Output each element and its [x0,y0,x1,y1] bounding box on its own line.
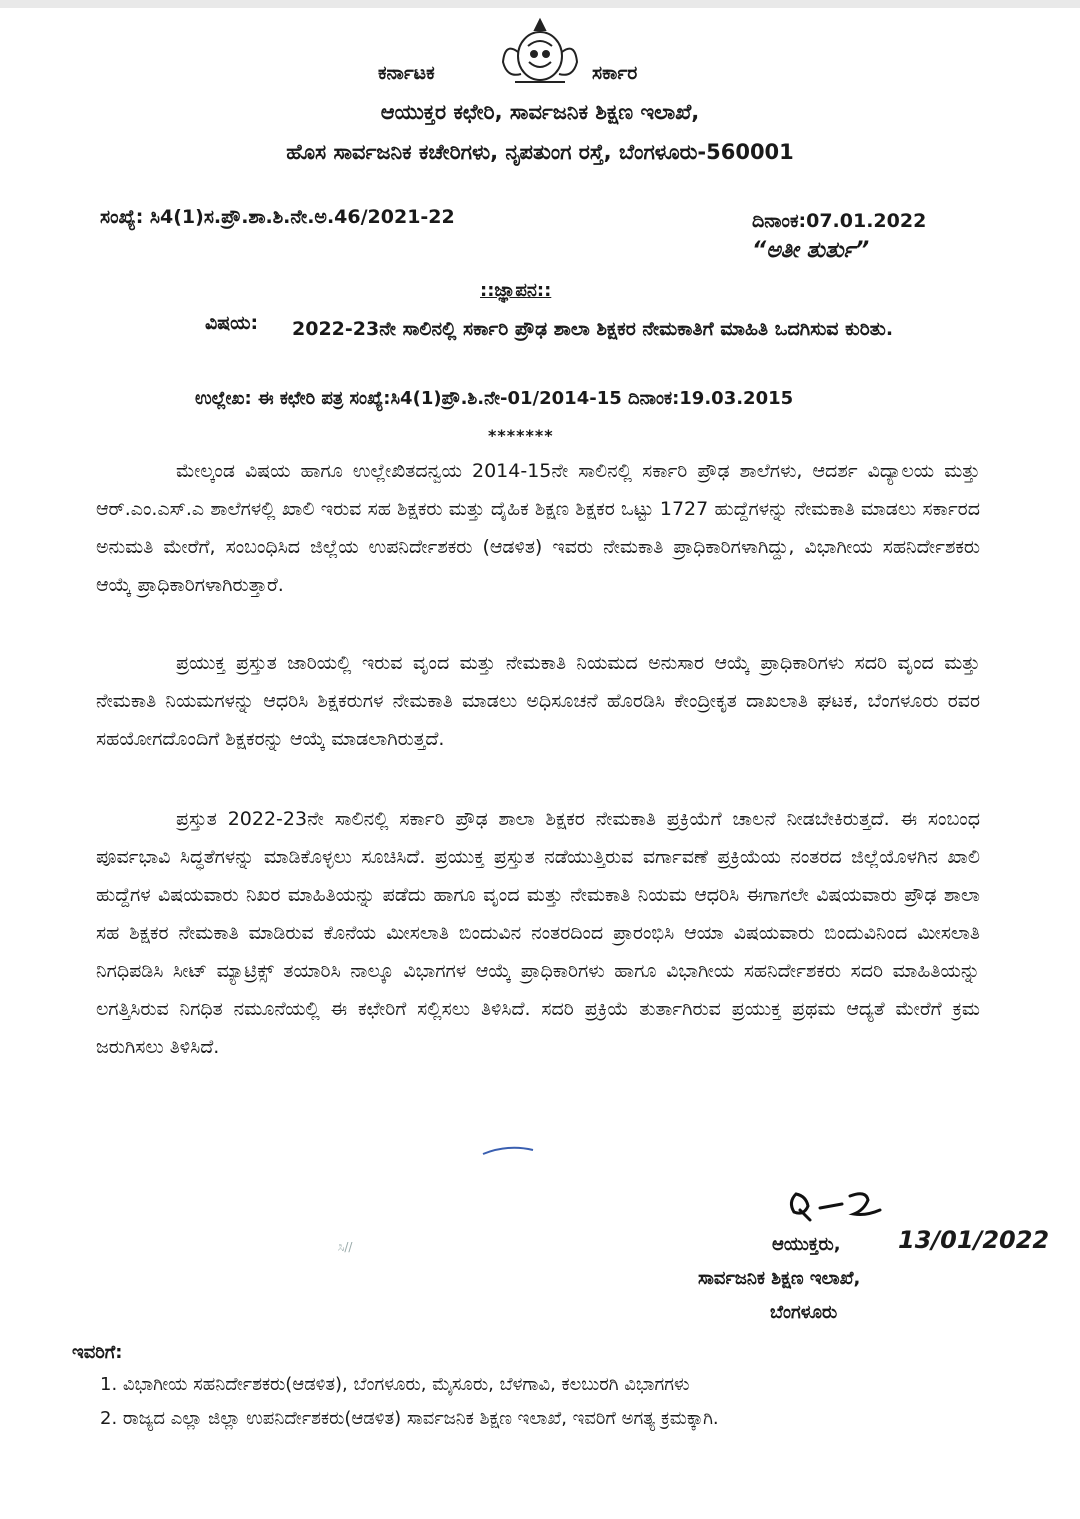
recipients-label: ಇವರಿಗೆ: [72,1342,123,1363]
gov-name-left: ಕರ್ನಾಟಕ [378,62,435,84]
body-paragraph-3: ಪ್ರಸ್ತುತ 2022-23ನೇ ಸಾಲಿನಲ್ಲಿ ಸರ್ಕಾರಿ ಪ್ರೌಢ ಶಾಲಾ ಶಿಕ್ಷಕರ ನೇಮಕಾತಿ ಪ್ರಕ್ರಿಯೆಗೆ ಚಾಲನೆ ನೀಡಬೇಕಿರುತ್ತದೆ. ಈ ಸಂಬಂಧ ಪೂರ್ವಭಾವಿ ಸಿದ್ಧತೆಗಳನ್ನು ಮಾಡಿಕೊಳ್ಳಲು ಸೂಚಿಸಿದೆ. ಪ್ರಯುಕ್ತ ಪ್ರಸ್ತುತ ನಡೆಯುತ್ತಿರುವ ವರ್ಗಾವಣೆ ಪ್ರಕ್ರಿಯೆಯ ನಂತರದ ಜಿಲ್ಲೆಯೊಳಗಿನ ಖಾಲಿ ಹುದ್ದೆಗಳ ವಿಷಯವಾರು ನಿಖರ ಮಾಹಿತಿಯನ್ನು ಪಡೆದು ಹಾಗೂ ವೃಂದ ಮತ್ತು ನೇಮಕಾತಿ ನಿಯಮ ಆಧರಿಸಿ ಈಗಾಗಲೇ ವಿಷಯವಾರು ಪ್ರೌಢ ಶಾಲಾ ಸಹ ಶಿಕ್ಷಕರ ನೇಮಕಾತಿ ಮಾಡಿರುವ ಕೊನೆಯ ಮೀಸಲಾತಿ ಬಿಂದುವಿನ ನಂತರದಿಂದ ಪ್ರಾರಂಭಿಸಿ ಆಯಾ ವಿಷಯವಾರು ಬಿಂದುವಿನಿಂದ ಮೀಸಲಾತಿ ನಿಗಧಿಪಡಿಸಿ ಸೀಟ್ ಮ್ಯಾಟ್ರಿಕ್ಸ್ ತಯಾರಿಸಿ ನಾಲ್ಕೂ ವಿಭಾಗಗಳ ಆಯ್ಕೆ ಪ್ರಾಧಿಕಾರಿಗಳು ಹಾಗೂ ವಿಭಾಗೀಯ ಸಹನಿರ್ದೇಶಕರು ಸದರಿ ಮಾಹಿತಿಯನ್ನು ಲಗತ್ತಿಸಿರುವ ನಿಗಧಿತ ನಮೂನೆಯಲ್ಲಿ ಈ ಕಛೇರಿಗೆ ಸಲ್ಲಿಸಲು ತಿಳಿಸಿದೆ. ಸದರಿ ಪ್ರಕ್ರಿಯೆ ತುರ್ತಾಗಿರುವ ಪ್ರಯುಕ್ತ ಪ್ರಥಮ ಆದ್ಯತೆ ಮೇರೆಗೆ ಕ್ರಮ ಜರುಗಿಸಲು ತಿಳಿಸಿದೆ. [96,808,980,1058]
signer-city: ಬೆಂಗಳೂರು [770,1302,838,1323]
list-item: 2. ರಾಜ್ಯದ ಎಲ್ಲಾ ಜಿಲ್ಲಾ ಉಪನಿರ್ದೇಶಕರು(ಆಡಳಿತ) ಸಾರ್ವಜನಿಕ ಶಿಕ್ಷಣ ಇಲಾಖೆ, ಇವರಿಗೆ ಅಗತ್ಯ ಕ್ರಮಕ್ಕಾಗಿ. [100,1408,719,1429]
signer-department: ಸಾರ್ವಜನಿಕ ಶಿಕ್ಷಣ ಇಲಾಖೆ, [698,1268,861,1289]
office-name: ಆಯುಕ್ತರ ಕಛೇರಿ, ಸಾರ್ವಜನಿಕ ಶಿಕ್ಷಣ ಇಲಾಖೆ, [380,100,700,124]
handwritten-signature [784,1184,894,1230]
gov-name-right: ಸರ್ಕಾರ [592,62,638,84]
subject-text: 2022-23ನೇ ಸಾಲಿನಲ್ಲಿ ಸರ್ಕಾರಿ ಪ್ರೌಢ ಶಾಲಾ ಶಿಕ್ಷಕರ ನೇಮಕಾತಿಗೆ ಮಾಹಿತಿ ಒದಗಿಸುವ ಕುರಿತು. [292,318,894,340]
signature-date: 13/01/2022 [898,1226,1050,1254]
recipients-list [100,1368,1000,1436]
reference-number: ಸಂಖ್ಯೆ: ಸಿ4(1)ಸ.ಪ್ರೌ.ಶಾ.ಶಿ.ನೇ.ಅ.46/2021-22 [100,206,455,228]
top-bar [0,0,1080,8]
notice-heading: ::ಜ್ಞಾಪನ:: [480,280,552,301]
list-item: 1. ವಿಭಾಗೀಯ ಸಹನಿರ್ದೇಶಕರು(ಆಡಳಿತ), ಬೆಂಗಳೂರು, ಮೈಸೂರು, ಬೆಳಗಾವಿ, ಕಲಬುರಗಿ ವಿಭಾಗಗಳು [100,1374,690,1395]
subject-label: ವಿಷಯ: [205,312,259,334]
karnataka-emblem-icon [495,12,585,90]
signer-title: ಆಯುಕ್ತರು, [772,1234,841,1255]
body-paragraph-2: ಪ್ರಯುಕ್ತ ಪ್ರಸ್ತುತ ಜಾರಿಯಲ್ಲಿ ಇರುವ ವೃಂದ ಮತ್ತು ನೇಮಕಾತಿ ನಿಯಮದ ಅನುಸಾರ ಆಯ್ಕೆ ಪ್ರಾಧಿಕಾರಿಗಳು ಸದರಿ ವೃಂದ ಮತ್ತು ನೇಮಕಾತಿ ನಿಯಮಗಳನ್ನು ಆಧರಿಸಿ ಶಿಕ್ಷಕರುಗಳ ನೇಮಕಾತಿ ಮಾಡಲು ಅಧಿಸೂಚನೆ ಹೊರಡಿಸಿ ಕೇಂದ್ರೀಕೃತ ದಾಖಲಾತಿ ಘಟಕ, ಬೆಂಗಳೂರು ರವರ ಸಹಯೋಗದೊಂದಿಗೆ ಶಿಕ್ಷಕರನ್ನು ಆಯ್ಕೆ ಮಾಡಲಾಗಿರುತ್ತದೆ. [96,652,980,750]
faint-stamp: ಸಿ// [338,1240,353,1254]
document-date: ದಿನಾಂಕ:07.01.2022 [752,210,927,232]
separator: ******* [488,426,554,445]
body-paragraph-1: ಮೇಲ್ಕಂಡ ವಿಷಯ ಹಾಗೂ ಉಲ್ಲೇಖಿತದನ್ವಯ 2014-15ನೇ ಸಾಲಿನಲ್ಲಿ ಸರ್ಕಾರಿ ಪ್ರೌಢ ಶಾಲೆಗಳು, ಆದರ್ಶ ವಿದ್ಯಾಲಯ ಮತ್ತು ಆರ್.ಎಂ.ಎಸ್.ಎ ಶಾಲೆಗಳಲ್ಲಿ ಖಾಲಿ ಇರುವ ಸಹ ಶಿಕ್ಷಕರು ಮತ್ತು ದೈಹಿಕ ಶಿಕ್ಷಣ ಶಿಕ್ಷಕರ ಒಟ್ಟು 1727 ಹುದ್ದೆಗಳನ್ನು ನೇಮಕಾತಿ ಮಾಡಲು ಸರ್ಕಾರದ ಅನುಮತಿ ಮೇರೆಗೆ, ಸಂಬಂಧಿಸಿದ ಜಿಲ್ಲೆಯ ಉಪನಿರ್ದೇಶಕರು (ಆಡಳಿತ) ಇವರು ನೇಮಕಾತಿ ಪ್ರಾಧಿಕಾರಿಗಳಾಗಿದ್ದು, ವಿಭಾಗೀಯ ಸಹನಿರ್ದೇಶಕರು ಆಯ್ಕೆ ಪ್ರಾಧಿಕಾರಿಗಳಾಗಿರುತ್ತಾರೆ. [96,460,980,596]
office-address: ಹೊಸ ಸಾರ್ವಜನಿಕ ಕಚೇರಿಗಳು, ನೃಪತುಂಗ ರಸ್ತೆ, ಬೆಂಗಳೂರು-560001 [286,140,794,164]
blue-pen-mark [478,1140,538,1160]
urgent-stamp: “ಅತೀ ತುರ್ತು” [752,238,870,263]
reference-line: ಉಲ್ಲೇಖ: ಈ ಕಛೇರಿ ಪತ್ರ ಸಂಖ್ಯೆ:ಸಿ4(1)ಪ್ರೌ.ಶಿ.ನೇ-01/2014-15 ದಿನಾಂಕ:19.03.2015 [195,388,794,409]
